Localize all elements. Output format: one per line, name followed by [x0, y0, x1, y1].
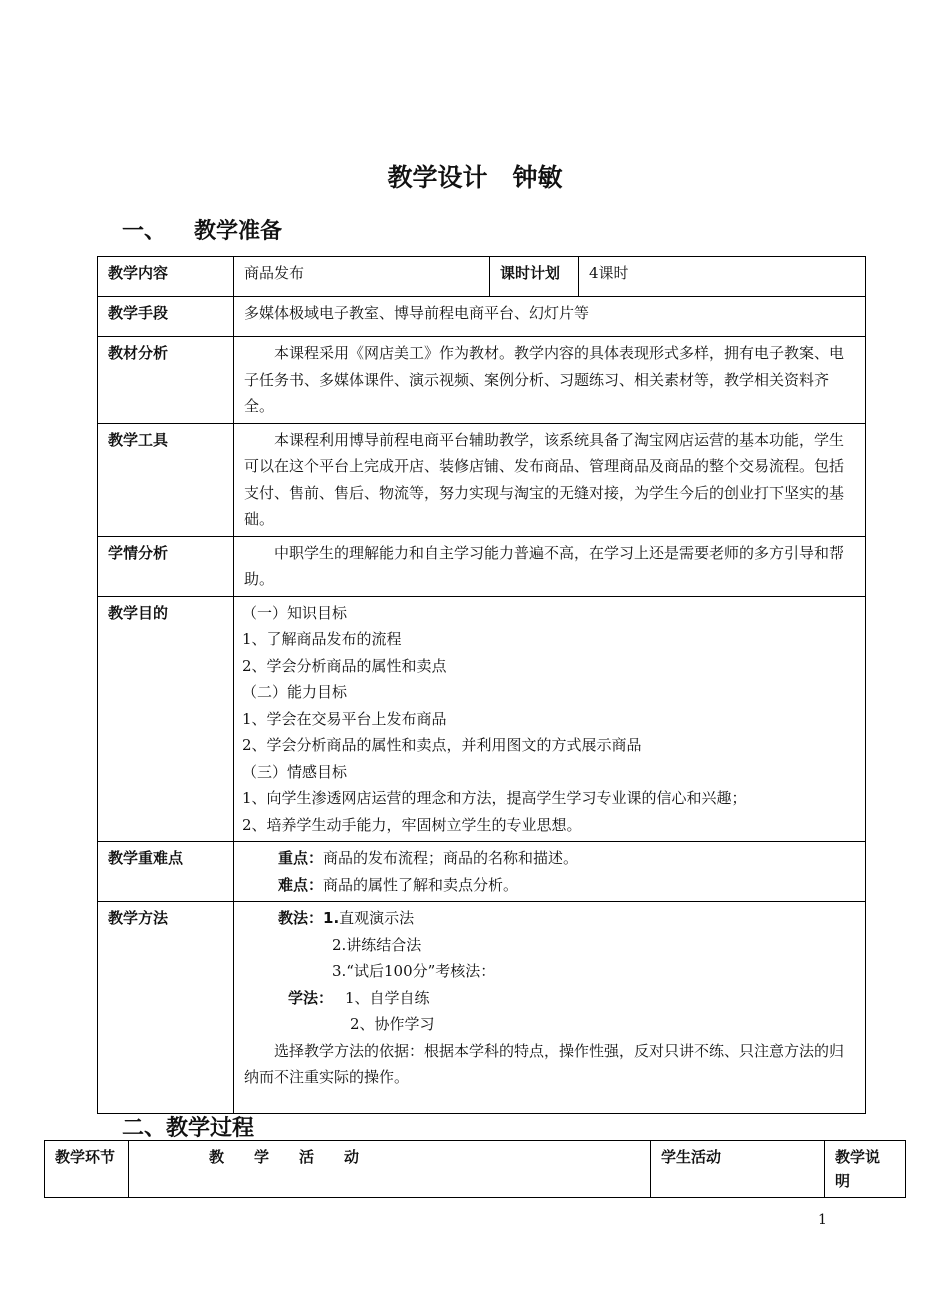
learning-method-label: 学法：: [288, 988, 334, 1007]
column-header: 教学环节: [45, 1141, 129, 1198]
hours-label: 课时计划: [490, 257, 579, 297]
page-number: 1: [818, 1212, 827, 1228]
row-label: 教学方法: [98, 902, 234, 1114]
section-heading-process: 二、教学过程: [122, 1116, 255, 1141]
teaching-method-item: 3.“试后100分”考核法：: [332, 962, 496, 980]
row-label: 学情分析: [98, 536, 234, 596]
objective-line: （二）能力目标: [242, 683, 348, 701]
table-row: [98, 257, 866, 297]
column-header: 教学说 明: [825, 1141, 906, 1198]
table-row: [98, 423, 866, 536]
key-point-label: 重点：: [278, 849, 324, 867]
objective-line: 1、向学生渗透网店运营的理念和方法，提高学生学习专业课的信心和兴趣；: [242, 789, 747, 807]
objective-line: 1、了解商品发布的流程: [242, 630, 402, 648]
means-value: 多媒体极域电子教室、博导前程电商平台、幻灯片等: [234, 297, 866, 337]
table-row: [98, 902, 866, 1114]
table-header-row: [45, 1141, 906, 1198]
key-point-text: 商品的发布流程；商品的名称和描述。: [323, 849, 579, 867]
teaching-method-item: 直观演示法: [339, 909, 415, 927]
section-number: 一、: [122, 219, 167, 244]
table-row: [98, 842, 866, 902]
section-title: 教学准备: [194, 219, 283, 244]
row-label: 教学目的: [98, 596, 234, 842]
objective-line: 1、学会在交易平台上发布商品: [242, 709, 447, 728]
objective-line: （一）知识目标: [242, 603, 348, 622]
row-label: 教学工具: [98, 423, 234, 536]
section-heading-preparation: [122, 214, 282, 245]
learning-method-item: 1、自学自练: [345, 988, 430, 1007]
document-title: 教学设计 钟敏: [387, 163, 563, 192]
column-header: 学生活动: [651, 1141, 825, 1198]
row-label: 教学手段: [98, 297, 234, 337]
row-label: 教材分析: [98, 337, 234, 424]
table-row: [98, 297, 866, 337]
teaching-tools-text: 本课程利用博导前程电商平台辅助教学，该系统具备了淘宝网店运营的基本功能，学生可以在这个平台上完成开店、装修店铺、发布商品、管理商品及商品的整个交易流程。包括支付、售前、售后、物流等，努力实现与淘宝的无缝对接，为学生今后的创业打下坚实的基础。: [244, 430, 845, 528]
material-analysis-text: 本课程采用《网店美工》作为教材。教学内容的具体表现形式多样，拥有电子教案、电子任务书、多媒体课件、演示视频、案例分析、习题练习、相关素材等，教学相关资料齐全。: [244, 344, 845, 415]
row-label: 教学重难点: [98, 842, 234, 902]
difficult-point-label: 难点：: [278, 875, 324, 894]
column-header: 教 学 活 动: [129, 1141, 651, 1198]
objective-line: 2、培养学生动手能力，牢固树立学生的专业思想。: [242, 815, 582, 834]
hours-value: 4课时: [579, 257, 866, 297]
teaching-method-label: 教法：: [278, 909, 324, 927]
objective-line: 2、学会分析商品的属性和卖点，并利用图文的方式展示商品: [242, 736, 642, 754]
process-table: [44, 1140, 906, 1198]
table-row: [98, 536, 866, 596]
objective-line: 2、学会分析商品的属性和卖点: [242, 656, 447, 675]
row-label: 教学内容: [98, 257, 234, 297]
table-row: [98, 337, 866, 424]
student-analysis-text: 中职学生的理解能力和自主学习能力普遍不高，在学习上还是需要老师的多方引导和帮助。: [244, 543, 845, 588]
difficult-point-text: 商品的属性了解和卖点分析。: [323, 875, 519, 894]
table-row: [98, 596, 866, 842]
teaching-method-item: 2.讲练结合法: [332, 935, 422, 954]
preparation-table: [97, 256, 866, 1114]
method-basis-text: 选择教学方法的依据：根据本学科的特点，操作性强，反对只讲不练、只注意方法的归纳而不注重实际的操作。: [244, 1041, 845, 1086]
objective-line: （三）情感目标: [242, 762, 348, 781]
content-value: 商品发布: [234, 257, 490, 297]
learning-method-item: 2、协作学习: [350, 1015, 435, 1033]
teaching-method-number: 1.: [323, 909, 340, 927]
